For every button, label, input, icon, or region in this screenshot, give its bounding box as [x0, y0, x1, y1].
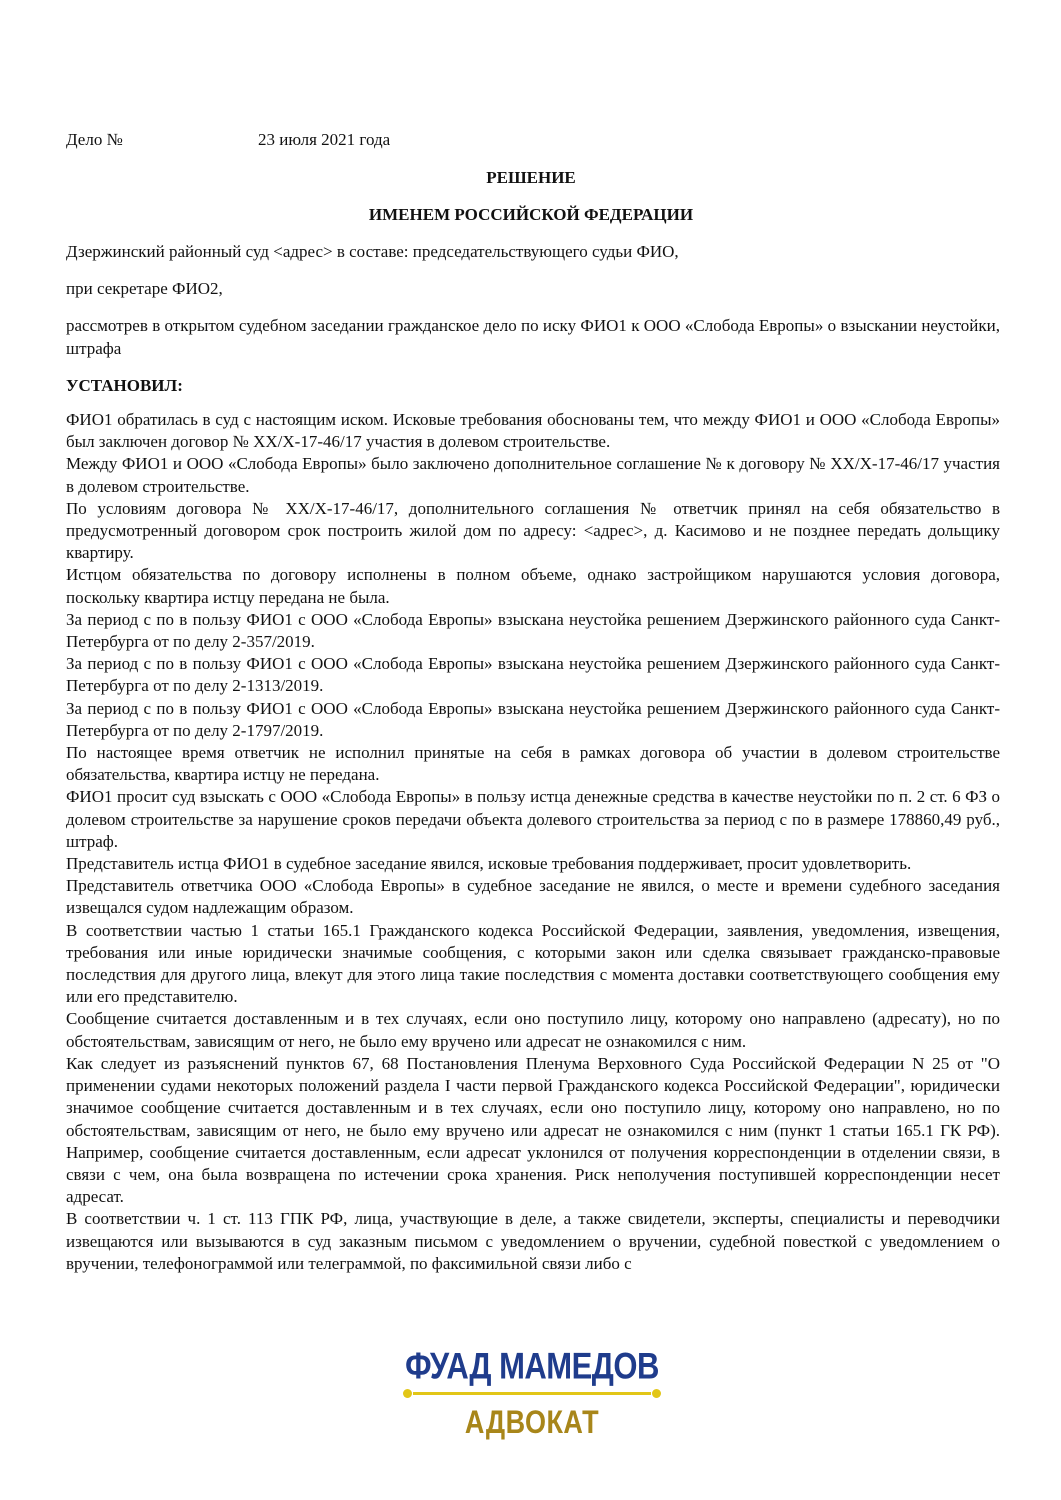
decision-date: 23 июля 2021 года [258, 130, 391, 149]
paragraph: Представитель ответчика ООО «Слобода Европы» в судебное заседание не явился, о месте и времени судебного заседания извещался судом надлежащим образом. [66, 876, 1000, 918]
paragraph: Истцом обязательства по договору исполнены в полном объеме, однако застройщиком нарушаются условия договора, поскольку квартира истцу передана не была. [66, 565, 1000, 607]
paragraph: По условиям договора № XX/X-17-46/17, дополнительного соглашения № ответчик принял на себя обязательство в предусмотренный договором срок построить жилой дом по адресу: <адрес>, д. Касимово и не позднее передать дольщику квартиру. [66, 498, 1000, 563]
case-considered: рассмотрев в открытом судебном заседании гражданское дело по иску ФИО1 к ООО «Слобода Европы» о взыскании неустойки, штрафа [66, 316, 1000, 358]
in-the-name-title: ИМЕНЕМ РОССИЙСКОЙ ФЕДЕРАЦИИ [368, 205, 694, 224]
paragraph: Как следует из разъяснений пунктов 67, 68 Постановления Пленума Верховного Суда Российской Федерации N 25 от "О применении судами некоторых положений раздела I части первой Гражданского кодекса Российской Федерации", юридически значимое сообщение считается доставленным и в тех случаях, если оно поступило лицу, которому оно направлено, но по обстоятельствам, зависящим от него, не было ему вручено или адресат не ознакомился с ним (пункт 1 статьи 165.1 ГК РФ). Например, сообщение считается доставленным, если адресат уклонился от получения корреспонденции в отделении связи, в связи с чем, она была возвращена по истечении срока хранения. Риск неполучения поступившей корреспонденции несет адресат. [66, 1053, 1000, 1207]
paragraph: Между ФИО1 и ООО «Слобода Европы» было заключено дополнительное соглашение № к договору № XX/X-17-46/17 участия в долевом строительстве. [66, 454, 1000, 496]
paragraph: По настоящее время ответчик не исполнил принятые на себя в рамках договора об участии в долевом строительстве обязательства, квартира истцу не передана. [66, 743, 1000, 785]
logo-right-dot [652, 1389, 661, 1398]
court-composition: Дзержинский районный суд <адрес> в составе: председательствующего судьи ФИО, [66, 242, 679, 261]
paragraph: ФИО1 обратилась в суд с настоящим иском. Исковые требования обоснованы тем, что между ФИО1 и ООО «Слобода Европы» был заключен договор № XX/X-17-46/17 участия в долевом строительстве. [66, 410, 1000, 452]
paragraph: Сообщение считается доставленным и в тех случаях, если оно поступило лицу, которому оно направлено (адресату), но по обстоятельствам, зависящим от него, не было ему вручено или адресат не ознакомился с ним. [66, 1009, 1000, 1051]
paragraph: В соответствии частью 1 статьи 165.1 Гражданского кодекса Российской Федерации, заявления, уведомления, извещения, требования или иные юридически значимые сообщения, с которыми закон или сделка связывает гражданско-правовые последствия для другого лица, влекут для этого лица такие последствия с момента доставки соответствующего сообщения ему или его представителю. [66, 920, 1000, 1007]
paragraph: В соответствии ч. 1 ст. 113 ГПК РФ, лица, участвующие в деле, а также свидетели, эксперты, специалисты и переводчики извещаются или вызываются в суд заказным письмом с уведомлением о вручении, судебной повесткой с уведомлением о вручении, телефонограммой или телеграммой, по факсимильной связи либо с [66, 1209, 1000, 1273]
paragraph: ФИО1 просит суд взыскать с ООО «Слобода Европы» в пользу истца денежные средства в качестве неустойки по п. 2 ст. 6 ФЗ о долевом строительстве за нарушение сроков передачи объекта долевого строительства за период с по в размере 178860,49 руб., штраф. [66, 787, 1000, 851]
logo-left-dot [403, 1389, 412, 1398]
logo-name: ФУАД МАМЕДОВ [405, 1345, 659, 1387]
ruling-body [66, 409, 1000, 1275]
paragraph: За период с по в пользу ФИО1 с ООО «Слобода Европы» взыскана неустойка решением Дзержинского районного суда Санкт-Петербурга от по делу 2-1313/2019. [66, 654, 1000, 696]
established-heading: УСТАНОВИЛ: [66, 376, 183, 395]
paragraph: Представитель истца ФИО1 в судебное заседание явился, исковые требования поддерживает, просит удовлетворить. [66, 854, 912, 874]
paragraph: За период с по в пользу ФИО1 с ООО «Слобода Европы» взыскана неустойка решением Дзержинского районного суда Санкт-Петербурга от по делу 2-1797/2019. [66, 698, 1000, 740]
decision-title: РЕШЕНИЕ [486, 168, 576, 187]
lawyer-logo [399, 1345, 665, 1440]
logo-divider [413, 1392, 651, 1395]
secretary-line: при секретаре ФИО2, [66, 279, 223, 298]
logo-role: АДВОКАТ [464, 1404, 600, 1441]
case-number-label: Дело № [66, 130, 123, 149]
paragraph: За период с по в пользу ФИО1 с ООО «Слобода Европы» взыскана неустойка решением Дзержинского районного суда Санкт-Петербурга от по делу 2-357/2019. [66, 609, 1000, 652]
